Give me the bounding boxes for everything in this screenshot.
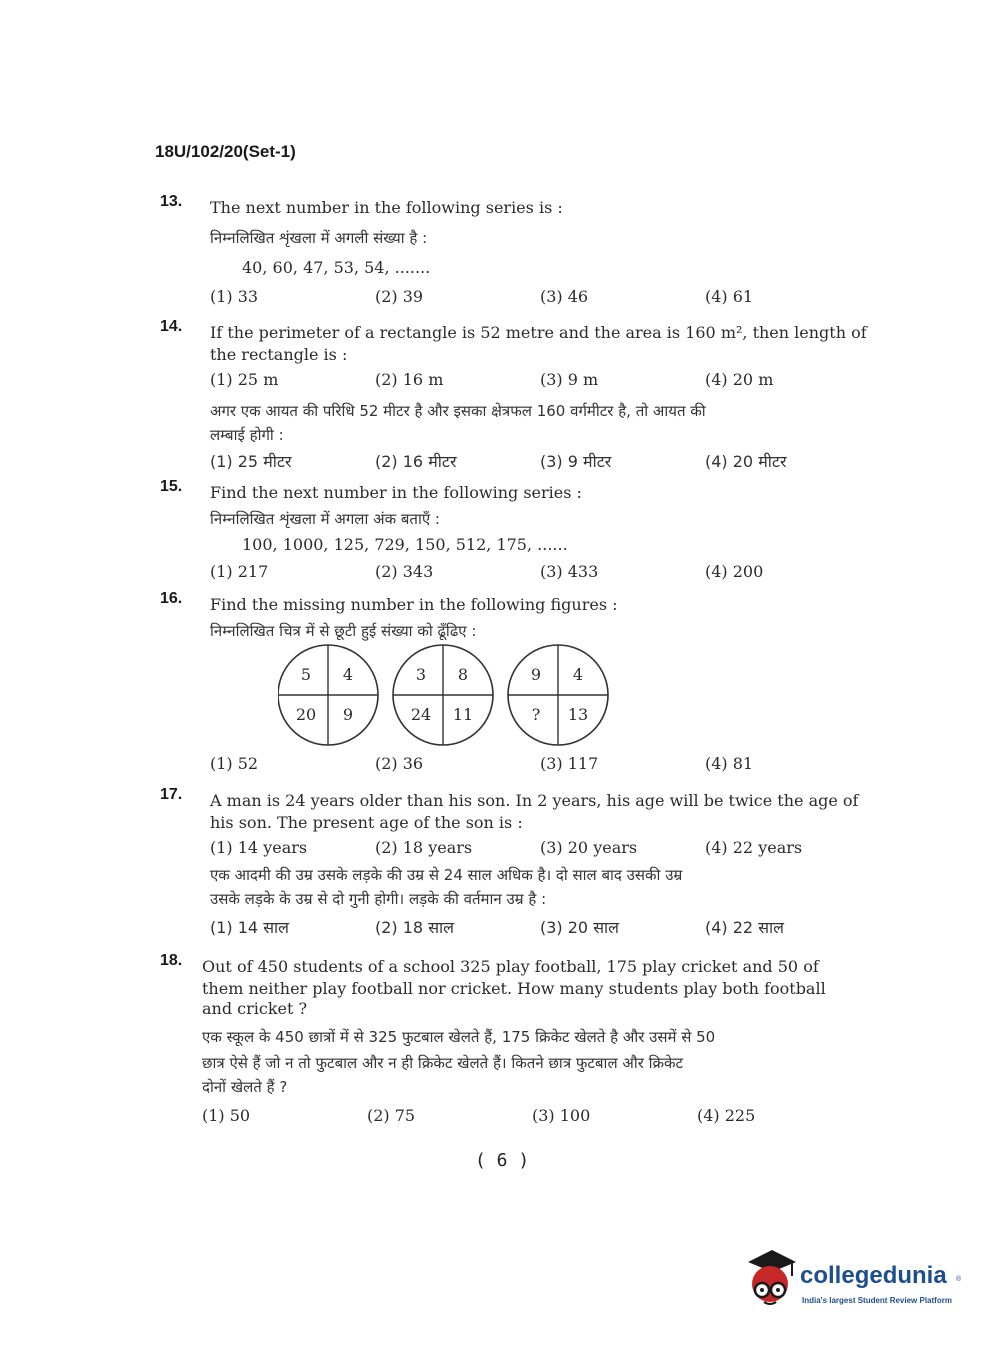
options-row (210, 562, 860, 586)
question-text-hi-2: छात्र ऐसे हैं जो न तो फुटबाल और न ही क्रिकेट खेलते हैं। कितने छात्र फुटबाल और क्रिकेट (202, 1054, 684, 1072)
question-14 (160, 318, 867, 478)
registered-mark: ® (956, 1276, 962, 1283)
option-2[interactable]: (2) 18 साल (375, 918, 455, 937)
option-2[interactable]: (2) 18 years (375, 838, 473, 857)
option-3[interactable]: (3) 20 साल (540, 918, 620, 937)
question-text-hi-1: एक आदमी की उम्र उसके लड़के की उम्र से 24 साल अधिक है। दो साल बाद उसकी उम्र (210, 866, 683, 884)
option-1[interactable]: (1) 25 मीटर (210, 452, 292, 471)
options-row-hi (210, 450, 860, 474)
option-1[interactable]: (1) 25 m (210, 370, 279, 389)
question-number: 13. (160, 193, 183, 210)
circle-1-bottom-right: 9 (342, 705, 354, 724)
question-text-hi-2: लम्बाई होगी : (210, 426, 284, 444)
circle-figures (278, 640, 618, 750)
options-row-en (210, 370, 860, 394)
options-row-en (210, 838, 860, 862)
question-text-en-1: Out of 450 students of a school 325 play football, 175 play cricket and 50 of (202, 957, 819, 976)
question-number: 15. (160, 478, 183, 495)
option-3[interactable]: (3) 9 m (540, 370, 599, 389)
circle-3-bottom-left: ? (531, 705, 541, 724)
series-text: 100, 1000, 125, 729, 150, 512, 175, ...... (242, 535, 568, 554)
collegedunia-watermark (742, 1248, 972, 1318)
option-1[interactable]: (1) 217 (210, 562, 269, 581)
question-17 (160, 786, 860, 946)
circle-3-top-right: 4 (572, 665, 584, 684)
option-4[interactable]: (4) 81 (705, 754, 754, 773)
paper-code: 18U/102/20(Set-1) (155, 142, 296, 161)
question-number: 17. (160, 786, 183, 803)
brand-tagline: India's largest Student Review Platform (802, 1296, 952, 1305)
option-2[interactable]: (2) 36 (375, 754, 424, 773)
option-3[interactable]: (3) 46 (540, 287, 589, 306)
options-row-hi (210, 916, 860, 940)
option-1[interactable]: (1) 50 (202, 1106, 251, 1125)
options-row (210, 754, 860, 778)
question-text-hi: निम्नलिखित चित्र में से छूटी हुई संख्या को ढूँढिए : (210, 622, 477, 640)
question-18 (160, 952, 860, 1132)
circle-2-bottom-right: 11 (452, 705, 474, 724)
question-text-en-1: A man is 24 years older than his son. In 2 years, his age will be twice the age of (210, 791, 859, 810)
question-16 (160, 590, 860, 780)
brand-name: collegedunia (800, 1262, 947, 1289)
question-text-en-2: his son. The present age of the son is : (210, 813, 523, 832)
option-1[interactable]: (1) 52 (210, 754, 259, 773)
question-text-en-1: If the perimeter of a rectangle is 52 metre and the area is 160 m², then length of (210, 323, 867, 342)
circle-figure-3 (508, 645, 608, 745)
option-4[interactable]: (4) 61 (705, 287, 754, 306)
option-4[interactable]: (4) 20 मीटर (705, 452, 787, 471)
question-text-hi: निम्नलिखित शृंखला में अगली संख्या है : (210, 229, 428, 247)
circle-1-top-left: 5 (300, 665, 312, 684)
mascot-icon (742, 1248, 798, 1312)
circle-2-bottom-left: 24 (410, 705, 432, 724)
option-1[interactable]: (1) 14 साल (210, 918, 290, 937)
question-number: 18. (160, 952, 183, 969)
question-number: 14. (160, 318, 183, 335)
option-3[interactable]: (3) 20 years (540, 838, 638, 857)
question-13 (160, 193, 860, 313)
circle-2-top-left: 3 (415, 665, 427, 684)
option-4[interactable]: (4) 22 years (705, 838, 803, 857)
option-3[interactable]: (3) 100 (532, 1106, 591, 1125)
question-text-hi-1: अगर एक आयत की परिधि 52 मीटर है और इसका क्षेत्रफल 160 वर्गमीटर है, तो आयत की (210, 402, 706, 420)
question-text-hi-1: एक स्कूल के 450 छात्रों में से 325 फुटबाल खेलते हैं, 175 क्रिकेट खेलते है और उसमें से 50 (202, 1028, 716, 1046)
circle-1-top-right: 4 (342, 665, 354, 684)
page-number: ( 6 ) (475, 1150, 530, 1171)
options-row (210, 287, 860, 311)
question-15 (160, 478, 860, 588)
circle-1-bottom-left: 20 (295, 705, 317, 724)
option-1[interactable]: (1) 14 years (210, 838, 308, 857)
option-4[interactable]: (4) 225 (697, 1106, 756, 1125)
circle-3-top-left: 9 (530, 665, 542, 684)
option-2[interactable]: (2) 39 (375, 287, 424, 306)
question-text-hi-3: दोनों खेलते हैं ? (202, 1078, 288, 1096)
circle-figure-1 (278, 645, 378, 745)
option-4[interactable]: (4) 20 m (705, 370, 774, 389)
series-text: 40, 60, 47, 53, 54, ....... (242, 258, 431, 277)
options-row (202, 1106, 852, 1130)
circle-3-bottom-right: 13 (567, 705, 589, 724)
option-3[interactable]: (3) 117 (540, 754, 599, 773)
option-3[interactable]: (3) 9 मीटर (540, 452, 612, 471)
question-text-en-3: and cricket ? (202, 999, 308, 1018)
circle-figure-2 (393, 645, 493, 745)
circle-2-top-right: 8 (457, 665, 469, 684)
option-2[interactable]: (2) 343 (375, 562, 434, 581)
option-4[interactable]: (4) 22 साल (705, 918, 785, 937)
option-4[interactable]: (4) 200 (705, 562, 764, 581)
question-text-en: Find the next number in the following series : (210, 483, 582, 502)
question-text-en-2: the rectangle is : (210, 345, 348, 364)
question-text-en: The next number in the following series is : (210, 198, 563, 217)
question-text-hi: निम्नलिखित शृंखला में अगला अंक बताएँ : (210, 510, 440, 528)
option-1[interactable]: (1) 33 (210, 287, 259, 306)
question-text-en-2: them neither play football nor cricket. How many students play both football (202, 979, 826, 998)
question-text-hi-2: उसके लड़के के उम्र से दो गुनी होगी। लड़के की वर्तमान उम्र है : (210, 890, 547, 908)
question-number: 16. (160, 590, 183, 607)
option-3[interactable]: (3) 433 (540, 562, 599, 581)
option-2[interactable]: (2) 16 m (375, 370, 444, 389)
option-2[interactable]: (2) 16 मीटर (375, 452, 457, 471)
question-text-en: Find the missing number in the following figures : (210, 595, 618, 614)
option-2[interactable]: (2) 75 (367, 1106, 416, 1125)
